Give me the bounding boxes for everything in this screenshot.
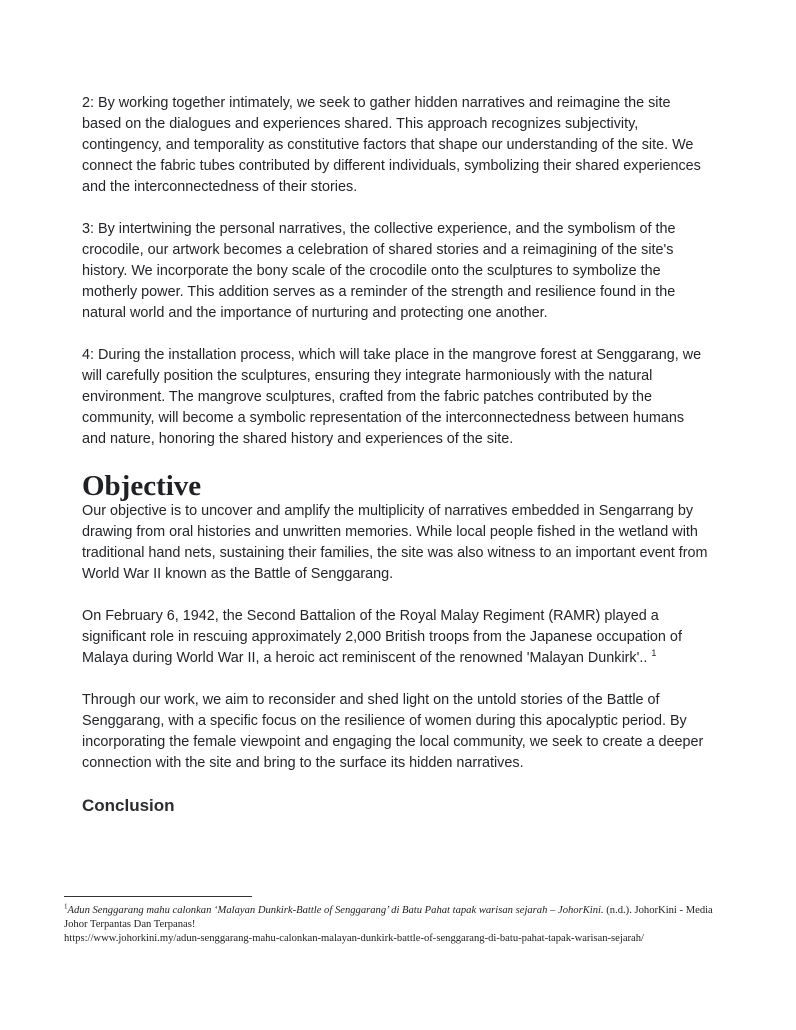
footnote-source: (n.d.). JohorKini - Media Johor Terpantas Dan Terpanas!: [64, 905, 713, 930]
paragraph-step-4: 4: During the installation process, which will take place in the mangrove forest at Senggarang, we will carefully position the sculptures, ensuring they integrate harmoniously with the natural environment. The mangrove sculptures, crafted from the fabric patches contributed by the community, will become a symbolic representation of the interconnectedness between humans and nature, honoring the shared history and experiences of the site.: [82, 347, 702, 447]
objective-paragraph-2: [82, 606, 708, 669]
footnote-url[interactable]: https://www.johorkini.my/adun-senggarang-mahu-calonkan-malayan-dunkirk-battle-of-senggarang-di-batu-pahat-tapak-warisan-sejarah/: [64, 933, 644, 944]
footnote: [64, 904, 714, 946]
footnote-title: Adun Senggarang mahu calonkan ‘Malayan Dunkirk-Battle of Senggarang’ di Batu Pahat tapak warisan sejarah – JohorKini.: [67, 905, 604, 916]
objective-paragraph-1: Our objective is to uncover and amplify the multiplicity of narratives embedded in Sengarrang by drawing from oral histories and unwritten memories. While local people fished in the wetland with traditional hand nets, sustaining their families, the site was also witness to an important event from World War II known as the Battle of Senggarang.: [82, 503, 708, 582]
footnote-mark: 1: [64, 902, 68, 911]
document-body: [82, 93, 708, 817]
objective-paragraph-3: Through our work, we aim to reconsider and shed light on the untold stories of the Battle of Senggarang, with a specific focus on the resilience of women during this apocalyptic period. By incorporating the female viewpoint and engaging the local community, we seek to create a deeper connection with the site and bring to the surface its hidden narratives.: [82, 692, 704, 771]
objective-paragraph-2-text: On February 6, 1942, the Second Battalion of the Royal Malay Regiment (RAMR) played a significant role in rescuing approximately 2,000 British troops from the Japanese occupation of Malaya during World War II, a heroic act reminiscent of the renowned 'Malayan Dunkirk'..: [82, 608, 682, 666]
footnote-divider: [64, 896, 252, 897]
footnote-reference[interactable]: 1: [651, 648, 657, 659]
conclusion-heading: Conclusion: [82, 796, 175, 815]
objective-heading: Objective: [82, 470, 202, 502]
footnote-citation: [64, 904, 714, 932]
paragraph-step-2: 2: By working together intimately, we seek to gather hidden narratives and reimagine the site based on the dialogues and experiences shared. This approach recognizes subjectivity, contingency, and temporality as constitutive factors that shape our understanding of the site. We connect the fabric tubes contributed by different individuals, symbolizing their shared experiences and the interconnectedness of their stories.: [82, 95, 701, 195]
paragraph-step-3: 3: By intertwining the personal narratives, the collective experience, and the symbolism of the crocodile, our artwork becomes a celebration of shared stories and a reimagining of the site's history. We incorporate the bony scale of the crocodile onto the sculptures to symbolize the motherly power. This addition serves as a reminder of the strength and resilience found in the natural world and the importance of nurturing and protecting one another.: [82, 221, 676, 321]
